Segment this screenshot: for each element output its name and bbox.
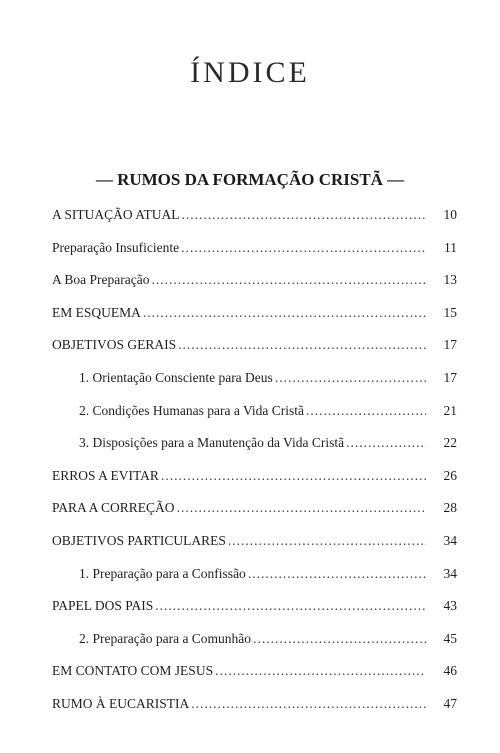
toc-entry-label: OBJETIVOS GERAIS: [52, 337, 177, 353]
dot-leader: [253, 629, 426, 649]
toc-subentry[interactable]: [52, 564, 457, 597]
toc-subentry[interactable]: [52, 368, 457, 401]
toc-entry-page: 28: [443, 500, 457, 516]
toc-entry-page: 15: [443, 304, 457, 320]
toc-entry-page: 21: [443, 402, 457, 418]
toc-entry-page: 17: [443, 369, 457, 385]
toc-entry-label: OBJETIVOS PARTICULARES: [52, 532, 226, 548]
toc-entry-page: 13: [443, 272, 457, 288]
toc-entry-label: EM CONTATO COM JESUS: [52, 663, 214, 679]
toc-entry-label: 1. Orientação Consciente para Deus: [79, 369, 273, 385]
toc-entry[interactable]: [52, 661, 457, 694]
toc-entry[interactable]: [52, 205, 457, 238]
dot-leader: [182, 205, 426, 225]
toc-entry-page: 17: [443, 337, 457, 353]
toc-entry-label: EM ESQUEMA: [52, 304, 141, 320]
toc-entry-label: 2. Condições Humanas para a Vida Cristã: [79, 402, 305, 418]
dot-leader: [161, 466, 426, 486]
dot-leader: [248, 564, 426, 584]
toc-subentry[interactable]: [52, 401, 457, 434]
toc-entry[interactable]: [52, 270, 457, 303]
toc-entry[interactable]: [52, 596, 457, 629]
toc-entry-label: RUMO À EUCARISTIA: [52, 695, 190, 711]
toc-entry-page: 34: [443, 532, 457, 548]
toc-entry-page: 22: [443, 435, 457, 451]
dot-leader: [275, 368, 426, 388]
section-heading: — RUMOS DA FORMAÇÃO CRISTÃ —: [95, 170, 405, 189]
page-title: ÍNDICE: [190, 56, 310, 89]
dot-leader: [346, 433, 426, 453]
toc-entry[interactable]: [52, 531, 457, 564]
dot-leader: [228, 531, 426, 551]
toc-entry-label: PAPEL DOS PAIS: [52, 598, 154, 614]
toc-entry-page: 43: [443, 598, 457, 614]
toc-subentry[interactable]: [52, 629, 457, 662]
toc-entry-label: A SITUAÇÃO ATUAL: [52, 207, 180, 222]
dot-leader: [178, 335, 426, 355]
toc-entry-label: 3. Disposições para a Manutenção da Vida Cristã: [79, 435, 345, 451]
toc-entry[interactable]: [52, 335, 457, 368]
toc-entry-label: 2. Preparação para a Comunhão: [79, 630, 252, 646]
toc-entry-label: 1. Preparação para a Confissão: [79, 565, 246, 581]
table-of-contents: [52, 205, 457, 727]
toc-entry-label: Preparação Insuficiente: [52, 239, 180, 255]
dot-leader: [191, 694, 426, 714]
toc-entry-page: 34: [443, 565, 457, 581]
toc-entry[interactable]: [52, 303, 457, 336]
toc-entry-page: 46: [443, 663, 457, 679]
toc-entry-page: 10: [443, 207, 457, 222]
toc-entry-page: 11: [444, 239, 457, 255]
toc-entry-page: 45: [443, 630, 457, 646]
toc-subentry[interactable]: [52, 433, 457, 466]
toc-entry[interactable]: [52, 498, 457, 531]
toc-entry-label: A Boa Preparação: [52, 272, 150, 288]
toc-entry[interactable]: [52, 238, 457, 271]
dot-leader: [306, 401, 426, 421]
toc-entry[interactable]: [52, 694, 457, 727]
toc-entry-page: 47: [443, 695, 457, 711]
toc-entry-label: PARA A CORREÇÃO: [52, 500, 175, 516]
toc-entry-page: 26: [443, 467, 457, 483]
dot-leader: [177, 498, 426, 518]
dot-leader: [143, 303, 426, 323]
dot-leader: [151, 270, 426, 290]
dot-leader: [215, 661, 426, 681]
dot-leader: [155, 596, 426, 616]
dot-leader: [181, 238, 426, 258]
toc-entry-label: ERROS A EVITAR: [52, 467, 159, 483]
toc-entry[interactable]: [52, 466, 457, 499]
